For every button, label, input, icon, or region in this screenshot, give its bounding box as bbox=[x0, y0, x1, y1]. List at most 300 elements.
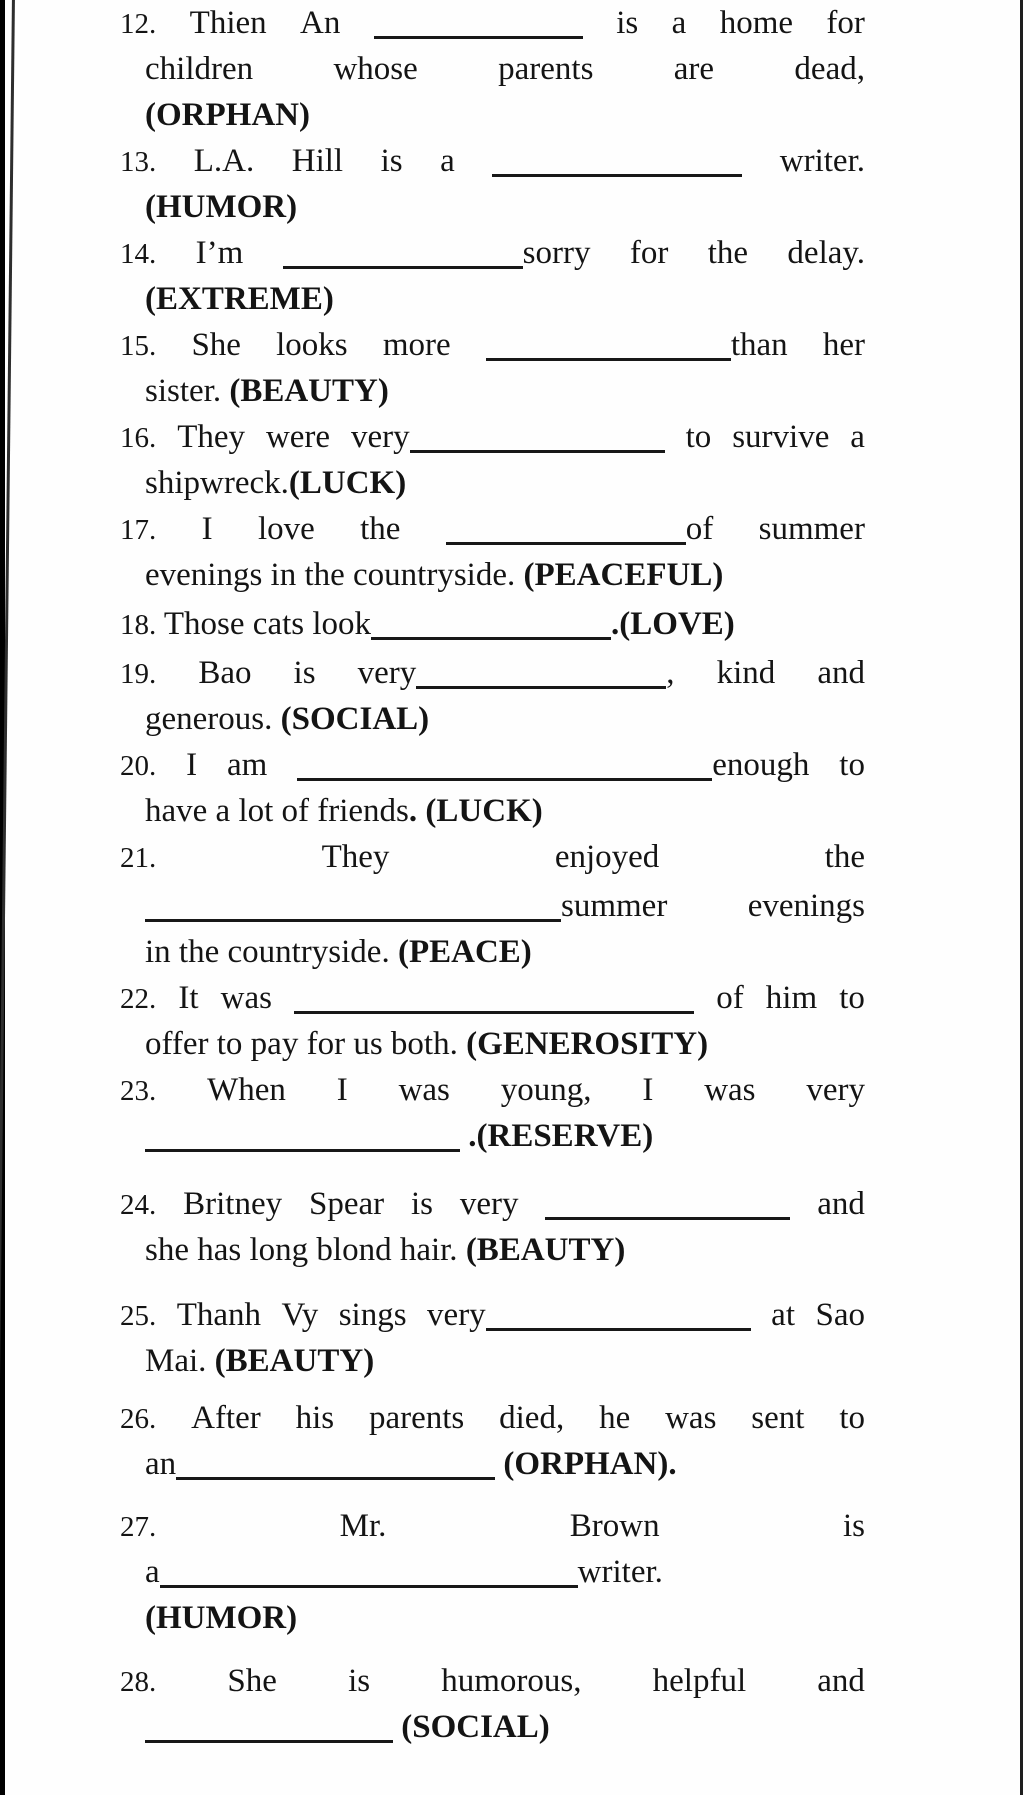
word-group bbox=[704, 1067, 755, 1113]
word: the bbox=[824, 839, 865, 875]
word-group bbox=[145, 883, 667, 929]
word: Britney bbox=[183, 1186, 283, 1222]
word: the bbox=[360, 511, 401, 547]
word: are bbox=[673, 51, 715, 87]
word-group bbox=[120, 414, 156, 461]
keyword-bold: (EXTREME) bbox=[145, 281, 334, 317]
word-group bbox=[191, 322, 241, 368]
fill-blank bbox=[294, 1011, 694, 1014]
keyword-bold: (GENEROSITY) bbox=[466, 1026, 709, 1062]
word: Sao bbox=[815, 1297, 865, 1333]
word-group bbox=[120, 230, 156, 277]
keyword-bold: (PEACE) bbox=[397, 934, 532, 970]
item-number: 27. bbox=[120, 1511, 157, 1543]
word-group bbox=[751, 1395, 804, 1441]
word: parents bbox=[368, 1400, 465, 1436]
keyword-bold: (ORPHAN) bbox=[145, 97, 310, 133]
word-group bbox=[221, 975, 272, 1021]
word: is bbox=[842, 1508, 865, 1544]
word-group bbox=[717, 650, 776, 696]
keyword-bold: (SOCIAL) bbox=[280, 701, 430, 737]
word: sings bbox=[338, 1297, 407, 1333]
word: enough bbox=[712, 747, 810, 783]
word: , bbox=[666, 655, 675, 691]
item-23-line-2 bbox=[145, 1113, 1024, 1159]
word: was bbox=[704, 1072, 756, 1108]
word-group bbox=[227, 742, 267, 788]
word-group bbox=[427, 1292, 751, 1338]
word: was bbox=[398, 1072, 450, 1108]
word: Hill bbox=[291, 143, 344, 179]
word: very bbox=[357, 655, 417, 691]
word: in the countryside. bbox=[145, 934, 398, 970]
word-group bbox=[207, 1067, 286, 1113]
keyword-bold: (ORPHAN). bbox=[503, 1446, 677, 1482]
word-group bbox=[120, 975, 156, 1022]
word: a bbox=[850, 419, 865, 455]
word: humorous, bbox=[441, 1663, 582, 1699]
word: more bbox=[382, 327, 451, 363]
word: very bbox=[806, 1072, 865, 1108]
item-28-line-2 bbox=[145, 1704, 1024, 1750]
word-group bbox=[358, 650, 675, 696]
word-group bbox=[196, 230, 244, 276]
word-group bbox=[570, 1503, 660, 1549]
word bbox=[393, 1709, 401, 1745]
word-group bbox=[780, 138, 865, 184]
word: love bbox=[257, 511, 315, 547]
exercise-item-23 bbox=[0, 1067, 1024, 1159]
word: he bbox=[599, 1400, 631, 1436]
item-number: 21. bbox=[120, 842, 157, 874]
word-group bbox=[266, 414, 330, 460]
item-28-line-1 bbox=[120, 1658, 865, 1704]
word-group bbox=[120, 1181, 156, 1228]
item-19-line-1 bbox=[120, 650, 865, 696]
fill-blank bbox=[283, 266, 523, 269]
word: is bbox=[293, 655, 316, 691]
item-15-line-2 bbox=[145, 368, 1024, 414]
word-group bbox=[381, 138, 403, 184]
item-number: 28. bbox=[120, 1666, 157, 1698]
word-group bbox=[294, 650, 316, 696]
exercise-item-13 bbox=[0, 138, 1024, 230]
word-group bbox=[499, 1395, 564, 1441]
item-12-line-2 bbox=[145, 46, 865, 92]
word-group bbox=[178, 975, 198, 1021]
keyword-bold: (LUCK) bbox=[288, 465, 407, 501]
word-group bbox=[787, 230, 865, 276]
exercise-item-12 bbox=[0, 0, 1024, 138]
word: Brown bbox=[569, 1508, 660, 1544]
word-group bbox=[120, 322, 156, 369]
word: him bbox=[765, 980, 818, 1016]
word: for bbox=[826, 5, 865, 41]
exercise-item-25 bbox=[0, 1292, 1024, 1384]
word: I bbox=[186, 747, 198, 783]
item-number: 14. bbox=[120, 238, 157, 270]
word: She bbox=[191, 327, 241, 363]
word-group bbox=[120, 1067, 156, 1114]
keyword-bold: (SOCIAL) bbox=[401, 1709, 550, 1745]
word-group bbox=[292, 138, 343, 184]
word-group bbox=[300, 0, 340, 46]
word: the bbox=[707, 235, 749, 271]
keyword-bold: .(LOVE) bbox=[611, 606, 735, 642]
word-group bbox=[672, 0, 687, 46]
item-25-line-2 bbox=[145, 1338, 1024, 1384]
word-group bbox=[665, 1395, 716, 1441]
word-group bbox=[283, 230, 591, 276]
word: children bbox=[145, 51, 254, 87]
exercise-item-26 bbox=[0, 1395, 1024, 1487]
word: very bbox=[351, 419, 410, 455]
word: delay. bbox=[787, 235, 865, 271]
word-group bbox=[771, 1292, 795, 1338]
item-number: 12. bbox=[120, 8, 157, 40]
word: is bbox=[411, 1186, 434, 1222]
word-group bbox=[183, 1181, 282, 1227]
item-number: 23. bbox=[120, 1075, 157, 1107]
word-group bbox=[850, 414, 865, 460]
word-group bbox=[351, 414, 665, 460]
word: she has long blond hair. bbox=[145, 1232, 466, 1268]
keyword-bold: .(RESERVE) bbox=[468, 1118, 654, 1154]
word-group bbox=[732, 414, 829, 460]
keyword-bold: (BEAUTY) bbox=[214, 1343, 375, 1379]
word: and bbox=[817, 1186, 865, 1222]
item-26-line-1 bbox=[120, 1395, 865, 1441]
word-group bbox=[686, 414, 712, 460]
word-group bbox=[817, 1658, 865, 1704]
word-group bbox=[642, 1067, 653, 1113]
word-group bbox=[120, 0, 156, 47]
word-group bbox=[360, 506, 400, 552]
word: kind bbox=[716, 655, 776, 691]
word: enjoyed bbox=[554, 839, 660, 875]
word: looks bbox=[276, 327, 348, 363]
keyword-bold: . (LUCK) bbox=[408, 793, 543, 829]
item-25-line-1 bbox=[120, 1292, 865, 1338]
fill-blank bbox=[374, 36, 583, 39]
word: very bbox=[427, 1297, 486, 1333]
word: of bbox=[716, 980, 744, 1016]
fill-blank bbox=[145, 1740, 393, 1743]
item-12-line-1 bbox=[120, 0, 865, 46]
word-group bbox=[839, 1395, 865, 1441]
word: was bbox=[220, 980, 272, 1016]
word-group bbox=[411, 1181, 433, 1227]
word: writer. bbox=[779, 143, 865, 179]
word-group bbox=[492, 138, 742, 184]
fill-blank bbox=[371, 637, 611, 640]
word: evenings bbox=[747, 888, 865, 924]
word: shipwreck. bbox=[145, 465, 289, 501]
item-21-line-1 bbox=[120, 834, 865, 880]
word-group bbox=[296, 1395, 335, 1441]
word: After bbox=[191, 1400, 261, 1436]
item-number: 17. bbox=[120, 514, 157, 546]
word: died, bbox=[499, 1400, 565, 1436]
item-12-line-3 bbox=[145, 92, 1024, 138]
word-group bbox=[120, 138, 156, 185]
fill-blank bbox=[297, 778, 712, 781]
word: a bbox=[671, 5, 687, 41]
word: for bbox=[629, 235, 669, 271]
word: Vy bbox=[281, 1297, 319, 1333]
word-group bbox=[333, 46, 417, 92]
word-group bbox=[120, 1658, 156, 1705]
word: Bao bbox=[198, 655, 252, 691]
fill-blank bbox=[145, 919, 561, 922]
item-19-line-2 bbox=[145, 696, 1024, 742]
item-21-line-3 bbox=[145, 929, 1024, 975]
word: L.A. bbox=[193, 143, 255, 179]
item-number: 19. bbox=[120, 658, 157, 690]
word-group bbox=[258, 506, 315, 552]
word-group bbox=[322, 834, 390, 880]
word-group bbox=[340, 1503, 387, 1549]
exercise-item-28 bbox=[0, 1658, 1024, 1750]
word: It bbox=[178, 980, 199, 1016]
word-group bbox=[716, 975, 744, 1021]
item-22-line-2 bbox=[145, 1021, 1024, 1067]
word-group bbox=[369, 1395, 464, 1441]
word: evenings in the countryside. bbox=[145, 557, 524, 593]
word: offer to pay for us both. bbox=[145, 1026, 467, 1062]
word: am bbox=[227, 747, 268, 783]
word-group bbox=[186, 742, 197, 788]
item-20-line-2 bbox=[145, 788, 1024, 834]
word-group bbox=[190, 0, 267, 46]
exercise-item-17 bbox=[0, 506, 1024, 598]
word-group bbox=[348, 1658, 370, 1704]
word-group bbox=[282, 1292, 319, 1338]
word-group bbox=[825, 834, 865, 880]
word-group bbox=[120, 650, 156, 697]
word-group bbox=[227, 1658, 277, 1704]
fill-blank bbox=[145, 1149, 460, 1152]
item-23-line-1 bbox=[120, 1067, 865, 1113]
exercise-item-18 bbox=[0, 601, 1024, 647]
word: An bbox=[300, 5, 341, 41]
word: sister. bbox=[145, 373, 230, 409]
word-group bbox=[759, 506, 865, 552]
word: I bbox=[336, 1072, 348, 1108]
word-group bbox=[460, 1181, 519, 1227]
word: I’m bbox=[195, 235, 244, 271]
item-17-line-2 bbox=[145, 552, 1024, 598]
word: They bbox=[321, 839, 390, 875]
item-number: 24. bbox=[120, 1189, 157, 1221]
word-group bbox=[120, 1395, 156, 1442]
word: to bbox=[839, 747, 865, 783]
word-group bbox=[766, 975, 817, 1021]
word-group bbox=[297, 742, 809, 788]
word-group bbox=[441, 1658, 581, 1704]
item-24-line-2 bbox=[145, 1227, 1024, 1273]
word: generous. bbox=[145, 701, 281, 737]
item-27-line-3 bbox=[145, 1595, 1024, 1641]
word-group bbox=[383, 322, 451, 368]
exercise-item-21 bbox=[0, 834, 1024, 975]
fill-blank bbox=[545, 1217, 790, 1220]
word: a bbox=[145, 1554, 160, 1590]
word-group bbox=[198, 650, 251, 696]
word-group bbox=[823, 322, 865, 368]
item-16-line-2 bbox=[145, 460, 1024, 506]
word: to bbox=[839, 1400, 865, 1436]
item-13-line-1 bbox=[120, 138, 865, 184]
exercise-item-19 bbox=[0, 650, 1024, 742]
word: is bbox=[348, 1663, 371, 1699]
word: was bbox=[665, 1400, 717, 1436]
item-14-line-2 bbox=[145, 276, 1024, 322]
exercise-item-22 bbox=[0, 975, 1024, 1067]
fill-blank bbox=[486, 358, 731, 361]
item-number: 16. bbox=[120, 422, 157, 454]
item-26-line-2 bbox=[145, 1441, 1024, 1487]
word: young, bbox=[500, 1072, 592, 1108]
word: at bbox=[771, 1297, 795, 1333]
word-group bbox=[309, 1181, 384, 1227]
exercise-item-24 bbox=[0, 1181, 1024, 1273]
word-group bbox=[794, 46, 865, 92]
word-group bbox=[202, 506, 213, 552]
word-group bbox=[630, 230, 668, 276]
word-group bbox=[599, 1395, 630, 1441]
exercise-item-15 bbox=[0, 322, 1024, 414]
word: summer bbox=[561, 888, 668, 924]
word: Spear bbox=[308, 1186, 385, 1222]
fill-blank bbox=[446, 542, 686, 545]
word-group bbox=[191, 1395, 261, 1441]
word-group bbox=[843, 1503, 865, 1549]
item-14-line-1 bbox=[120, 230, 865, 276]
item-number: 18. bbox=[120, 609, 157, 641]
fill-blank bbox=[160, 1585, 578, 1588]
word-group bbox=[177, 414, 245, 460]
word: When bbox=[207, 1072, 286, 1108]
item-24-line-1 bbox=[120, 1181, 865, 1227]
item-22-line-1 bbox=[120, 975, 865, 1021]
item-number: 20. bbox=[120, 750, 157, 782]
word-group bbox=[337, 1067, 348, 1113]
fill-blank bbox=[176, 1477, 495, 1480]
word: summer bbox=[758, 511, 865, 547]
word-group bbox=[486, 322, 788, 368]
word: very bbox=[459, 1186, 519, 1222]
keyword-bold: (HUMOR) bbox=[145, 1600, 298, 1636]
word: helpful bbox=[652, 1663, 747, 1699]
word: Mai. bbox=[145, 1343, 215, 1379]
exercise-item-14 bbox=[0, 230, 1024, 322]
keyword-bold: (PEACEFUL) bbox=[523, 557, 724, 593]
word-group bbox=[839, 975, 865, 1021]
exercise-item-20 bbox=[0, 742, 1024, 834]
keyword-bold: (BEAUTY) bbox=[229, 373, 389, 409]
word-group bbox=[653, 1658, 746, 1704]
word-group bbox=[120, 834, 156, 881]
word: She bbox=[227, 1663, 277, 1699]
word: parents bbox=[498, 51, 594, 87]
item-15-line-1 bbox=[120, 322, 865, 368]
word-group bbox=[399, 1067, 450, 1113]
word: and bbox=[817, 655, 865, 691]
word-group bbox=[194, 138, 255, 184]
word: his bbox=[295, 1400, 335, 1436]
word-group bbox=[145, 46, 253, 92]
word-group bbox=[294, 975, 694, 1021]
word-group bbox=[815, 1292, 865, 1338]
keyword-bold: (HUMOR) bbox=[145, 189, 298, 225]
item-21-line-2 bbox=[145, 883, 865, 929]
word-group bbox=[276, 322, 348, 368]
word-group bbox=[374, 0, 583, 46]
word: to bbox=[685, 419, 712, 455]
word: is bbox=[616, 5, 639, 41]
word: dead, bbox=[794, 51, 865, 87]
word: whose bbox=[333, 51, 418, 87]
word: writer. bbox=[577, 1554, 663, 1590]
word: Those cats look bbox=[156, 606, 372, 642]
word-group bbox=[817, 650, 865, 696]
item-27-line-2 bbox=[145, 1549, 1024, 1595]
word: Thanh bbox=[176, 1297, 262, 1333]
word-group bbox=[839, 742, 865, 788]
word: were bbox=[265, 419, 331, 455]
item-20-line-1 bbox=[120, 742, 865, 788]
word: to bbox=[839, 980, 865, 1016]
word: Mr. bbox=[339, 1508, 387, 1544]
word-group bbox=[120, 506, 156, 553]
word: I bbox=[642, 1072, 654, 1108]
exercise-item-27 bbox=[0, 1503, 1024, 1641]
word: an bbox=[145, 1446, 177, 1482]
word-group bbox=[177, 1292, 261, 1338]
item-number: 25. bbox=[120, 1300, 157, 1332]
fill-blank bbox=[486, 1328, 751, 1331]
word-group bbox=[446, 506, 714, 552]
word-group bbox=[708, 230, 748, 276]
item-number: 22. bbox=[120, 983, 157, 1015]
word: I bbox=[201, 511, 213, 547]
exercise-item-16 bbox=[0, 414, 1024, 506]
item-number: 15. bbox=[120, 330, 157, 362]
fill-blank bbox=[410, 450, 665, 453]
item-16-line-1 bbox=[120, 414, 865, 460]
word: home bbox=[719, 5, 794, 41]
fill-blank bbox=[492, 174, 742, 177]
word-group bbox=[720, 0, 793, 46]
word: survive bbox=[732, 419, 830, 455]
word: sorry bbox=[522, 235, 591, 271]
word-group bbox=[817, 1181, 865, 1227]
fill-blank bbox=[416, 686, 666, 689]
word-group bbox=[120, 742, 156, 789]
word-group bbox=[555, 834, 659, 880]
word-group bbox=[616, 0, 638, 46]
word-group bbox=[498, 46, 593, 92]
word-group bbox=[826, 0, 864, 46]
word-group bbox=[120, 1503, 156, 1550]
keyword-bold: (BEAUTY) bbox=[465, 1232, 626, 1268]
word: than bbox=[730, 327, 788, 363]
word-group bbox=[120, 1292, 156, 1339]
item-17-line-1 bbox=[120, 506, 865, 552]
word: a bbox=[440, 143, 455, 179]
word: her bbox=[822, 327, 865, 363]
